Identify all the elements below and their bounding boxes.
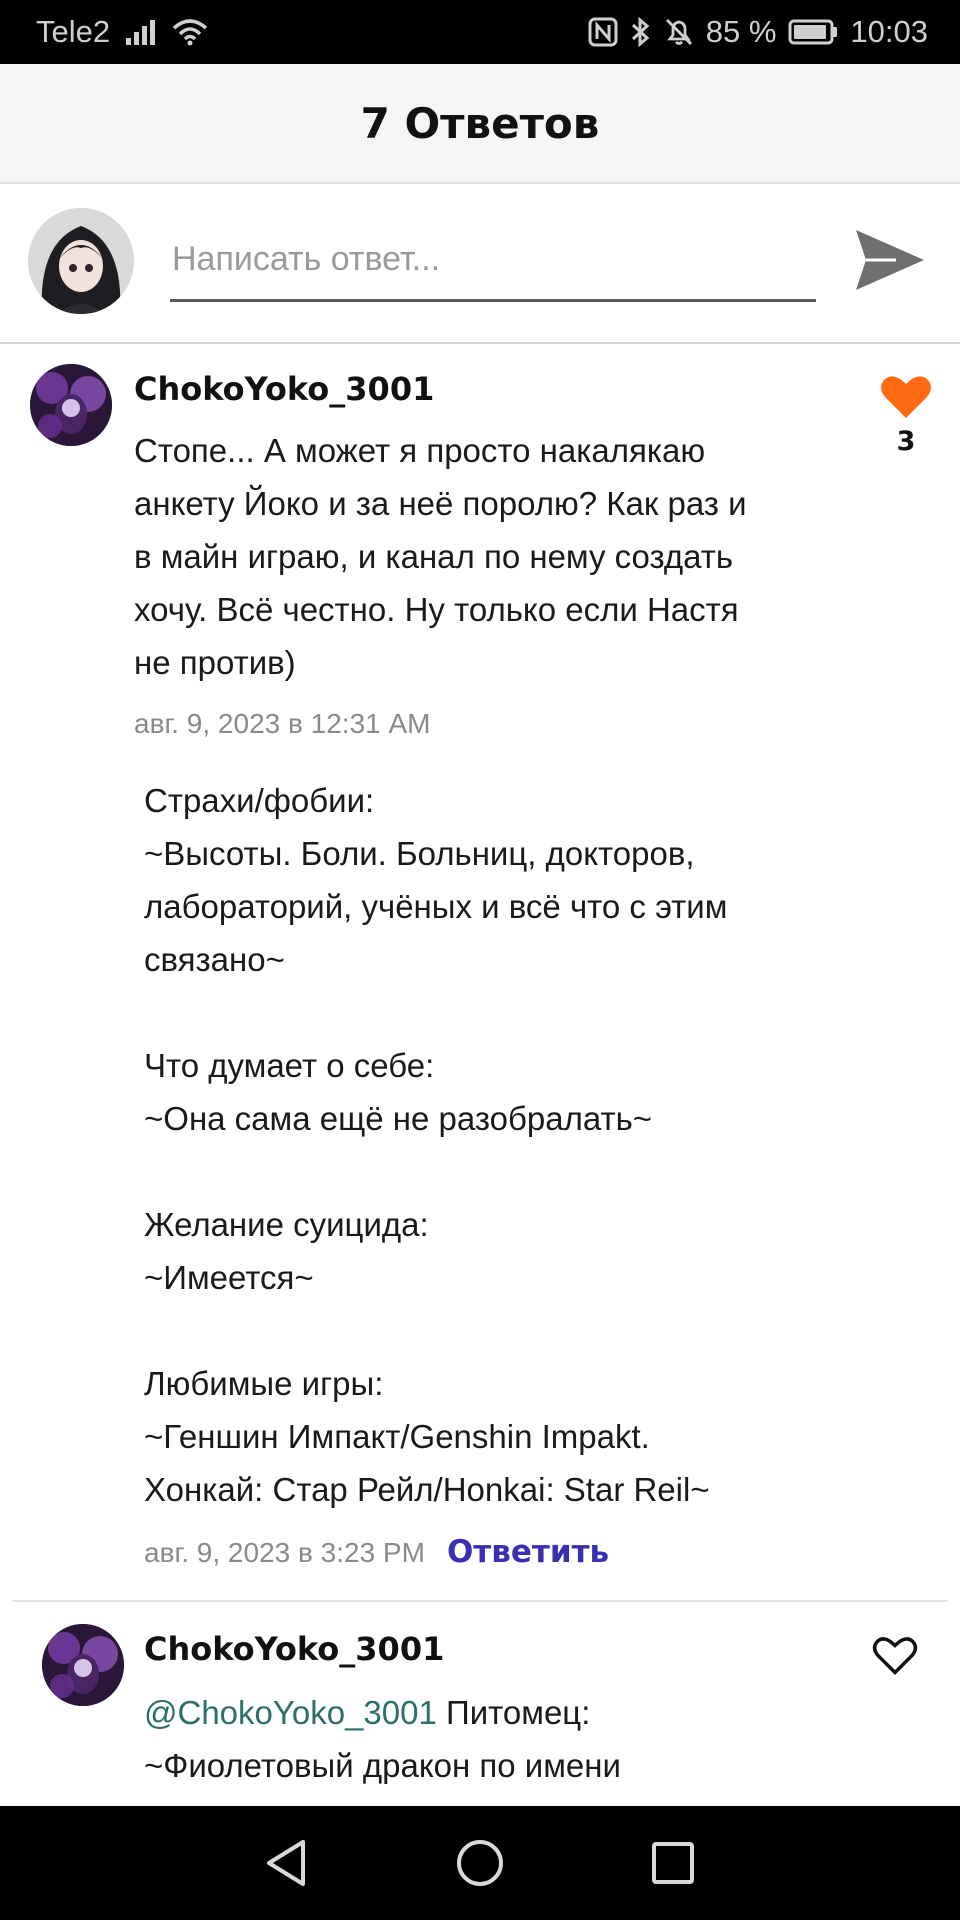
like-count: 3 (896, 426, 916, 457)
reply-line: ~Высоты. Боли. Больниц, докторов, (144, 835, 695, 872)
reply-timestamp: авг. 9, 2023 в 3:23 PM (144, 1537, 425, 1568)
reply-line (144, 986, 844, 1039)
mute-icon (664, 17, 694, 47)
comment-line (144, 1686, 824, 1739)
like-button[interactable] (872, 1636, 918, 1676)
comment-line: хочу. Всё честно. Ну только если Настя (134, 591, 739, 628)
comment-line: в майн играю, и канал по нему создать (134, 538, 734, 575)
comment-body (144, 1686, 824, 1792)
reply-line (144, 1304, 844, 1357)
header (0, 64, 960, 184)
bluetooth-icon (630, 17, 652, 47)
comment-line: Стопе... А может я просто накалякаю (134, 432, 706, 469)
reply-line: связано~ (144, 941, 285, 978)
comment-line: не против) (134, 644, 296, 681)
heart-filled-icon (880, 374, 932, 420)
comment-text: Питомец: (436, 1694, 591, 1731)
home-circle-icon (455, 1838, 505, 1888)
reply-meta (144, 1534, 609, 1570)
reply-line (144, 1145, 844, 1198)
send-button[interactable] (852, 222, 928, 298)
home-button[interactable] (445, 1828, 515, 1898)
clock: 10:03 (850, 14, 928, 49)
wifi-icon (172, 18, 208, 46)
send-icon (852, 222, 928, 298)
comment-body (134, 424, 814, 689)
system-nav-bar (0, 1806, 960, 1920)
signal-icon (124, 18, 158, 46)
battery-percent: 85 % (705, 14, 777, 49)
reply-line: Страхи/фобии: (144, 782, 375, 819)
battery-icon (788, 19, 838, 45)
nfc-icon (588, 17, 618, 47)
comment-line: анкету Йоко и за неё поролю? Как раз и (134, 485, 747, 522)
like-button[interactable] (880, 374, 932, 457)
commenter-avatar[interactable] (42, 1624, 124, 1706)
reply-line: Любимые игры: (144, 1365, 384, 1402)
heart-outline-icon (872, 1636, 918, 1676)
comment-item (0, 344, 960, 1600)
commenter-avatar[interactable] (30, 364, 112, 446)
recents-button[interactable] (638, 1828, 708, 1898)
reply-line: ~Имеется~ (144, 1259, 314, 1296)
reply-line: ~Геншин Импакт/Genshin Impakt. (144, 1418, 650, 1455)
comment-username[interactable]: ChokoYoko_3001 (144, 1630, 445, 1668)
reply-line: лабораторий, учёных и всё что с этим (144, 888, 728, 925)
page-title: 7 Ответов (360, 98, 600, 148)
status-bar (0, 0, 960, 64)
reply-compose (0, 186, 960, 344)
reply-line: Хонкай: Стар Рейл/Honkai: Star Reil~ (144, 1471, 710, 1508)
back-triangle-icon (263, 1838, 311, 1888)
reply-input[interactable] (170, 226, 816, 302)
comment-item (0, 1602, 960, 1806)
reply-line: ~Она сама ещё не разобралать~ (144, 1100, 653, 1137)
reply-line: Желание суицида: (144, 1206, 429, 1243)
reply-line: Что думает о себе: (144, 1047, 435, 1084)
mention-link[interactable]: @ChokoYoko_3001 (144, 1694, 437, 1731)
reply-body (144, 774, 844, 1516)
back-button[interactable] (252, 1828, 322, 1898)
reply-button[interactable]: Ответить (446, 1534, 610, 1570)
comment-line: ~Фиолетовый дракон по имени (144, 1747, 621, 1784)
comment-timestamp: авг. 9, 2023 в 12:31 AM (134, 708, 431, 739)
current-user-avatar[interactable] (28, 208, 134, 314)
carrier-label: Tele2 (36, 14, 111, 49)
recents-square-icon (651, 1841, 695, 1885)
comment-username[interactable]: ChokoYoko_3001 (134, 370, 435, 408)
